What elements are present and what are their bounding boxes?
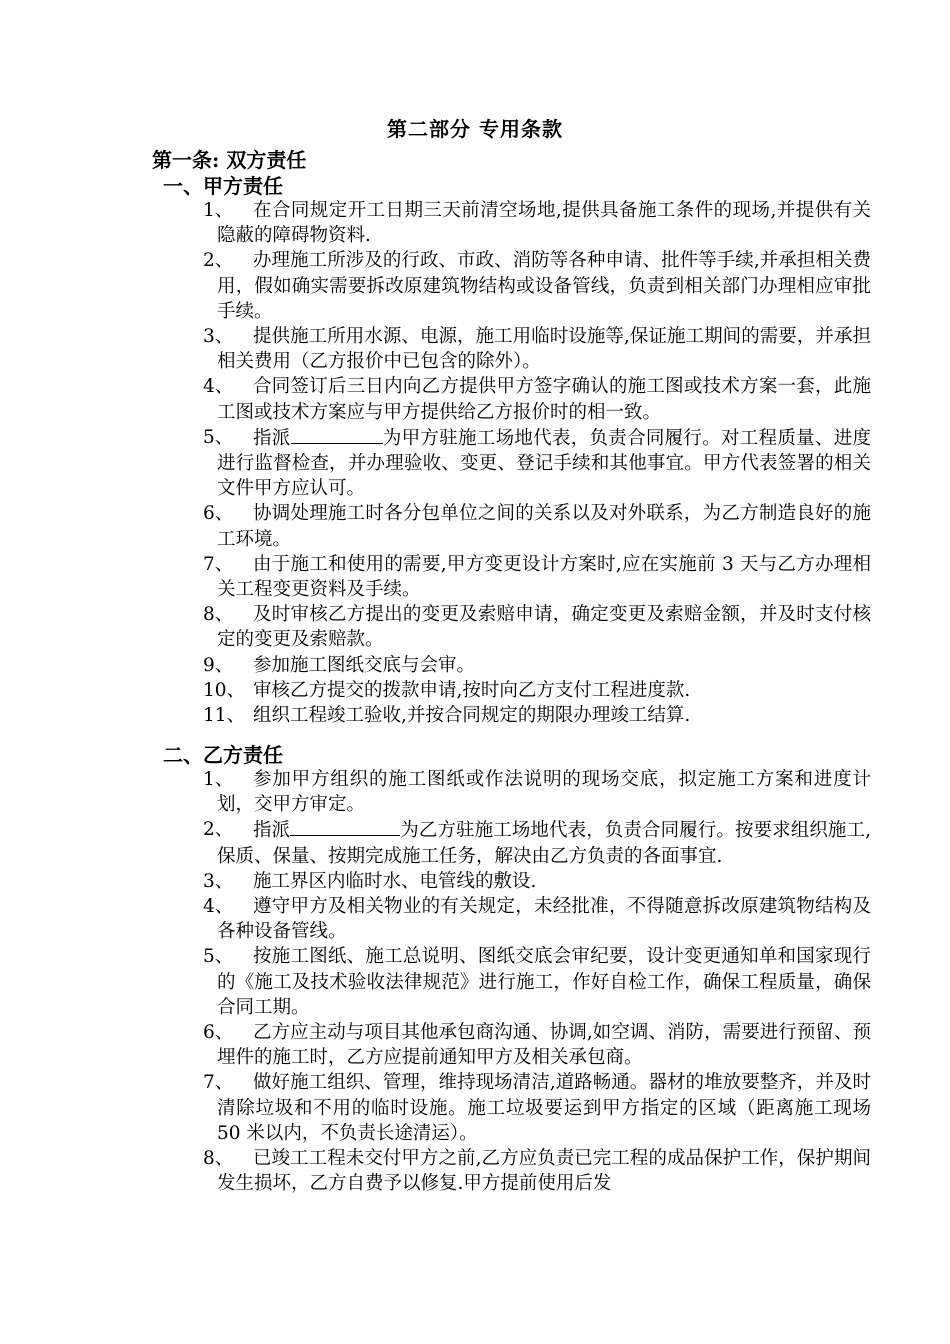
list-item <box>203 552 871 602</box>
item-text: 组织工程竣工验收,并按合同规定的期限办理竣工结算. <box>253 705 691 727</box>
item-text: 在合同规定开工日期三天前清空场地,提供具备施工条件的现场,并提供有关隐蔽的障碍物资料. <box>217 200 871 247</box>
item-number: 2、 <box>203 819 234 841</box>
item-number: 1、 <box>203 769 234 790</box>
list-item <box>203 1146 871 1196</box>
item-text-post: 为甲方驻施工场地代表，负责合同履行。对工程质量、进度进行监督检查，并办理验收、变更、登记手续和其他事宜。甲方代表签署的相关文件甲方应认可。 <box>217 427 871 500</box>
item-text <box>203 817 871 868</box>
list-item <box>203 944 871 1020</box>
item-number: 11、 <box>203 705 246 727</box>
item-text-post: 为乙方驻施工场地代表，负责合同履行。按要求组织施工,保质、保量、按期完成施工任务，解决由乙方负责的各面事宜. <box>217 820 871 867</box>
item-number: 3、 <box>203 870 234 892</box>
representative-blank[interactable] <box>290 817 400 836</box>
item-number: 1、 <box>203 200 234 221</box>
item-text: 由于施工和使用的需要,甲方变更设计方案时,应在实施前 3 天与乙方办理相关工程变更资料及手续。 <box>217 553 871 601</box>
item-text: 参加甲方组织的施工图纸或作法说明的现场交底，拟定施工方案和进度计划，交甲方审定。 <box>217 769 871 816</box>
list-item <box>203 869 871 894</box>
representative-blank[interactable] <box>291 425 383 444</box>
list-item <box>203 324 871 374</box>
item-text-pre: 指派 <box>253 427 291 449</box>
item-number: 5、 <box>203 426 234 448</box>
item-text: 提供施工所用水源、电源，施工用临时设施等,保证施工期间的需要，并承担相关费用（乙方报价中已包含的除外）。 <box>217 326 871 373</box>
item-number: 5、 <box>203 946 234 968</box>
item-number: 7、 <box>203 553 234 575</box>
item-text-pre: 指派 <box>253 820 291 842</box>
party-a-list <box>203 198 871 728</box>
list-item <box>203 894 871 944</box>
item-text: 按施工图纸、施工总说明、图纸交底会审纪要，设计变更通知单和国家现行的《施工及技术验收法律规范》进行施工，作好自检工作，确保工程质量，确保合同工期。 <box>217 946 871 1018</box>
item-number: 8、 <box>203 604 234 626</box>
item-text: 参加施工图纸交底与会审。 <box>253 654 476 676</box>
section-heading-party-a: 一、甲方责任 <box>163 174 283 198</box>
item-number: 9、 <box>203 654 234 676</box>
item-number: 6、 <box>203 1022 234 1044</box>
item-text: 遵守甲方及相关物业的有关规定，未经批准，不得随意拆改原建筑物结构及各种设备管线。 <box>217 896 871 943</box>
item-number: 8、 <box>203 1148 234 1170</box>
item-text <box>203 425 871 502</box>
item-text: 施工界区内临时水、电管线的敷设. <box>253 870 537 892</box>
item-text: 办理施工所涉及的行政、市政、消防等各种申请、批件等手续,并承担相关费用，假如确实需要拆改原建筑物结构或设备管线，负责到相关部门办理相应审批手续。 <box>217 250 871 322</box>
item-number: 3、 <box>203 326 234 348</box>
item-number: 6、 <box>203 503 234 525</box>
item-text: 审核乙方提交的拨款申请,按时向乙方支付工程进度款. <box>253 679 691 701</box>
list-item <box>203 1070 871 1146</box>
item-text: 已竣工工程未交付甲方之前,乙方应负责已完工程的成品保护工作，保护期间发生损坏，乙方自费予以修复.甲方提前使用后发 <box>217 1148 871 1195</box>
list-item <box>203 198 871 248</box>
item-text: 协调处理施工时各分包单位之间的关系以及对外联系，为乙方制造良好的施工环境。 <box>217 503 871 550</box>
list-item <box>203 653 871 678</box>
item-number: 4、 <box>203 896 234 918</box>
list-item <box>203 1020 871 1070</box>
item-text: 合同签订后三日内向乙方提供甲方签字确认的施工图或技术方案一套，此施工图或技术方案应与甲方提供给乙方报价时的相一致。 <box>217 376 871 423</box>
item-text: 乙方应主动与项目其他承包商沟通、协调,如空调、消防，需要进行预留、预埋件的施工时，乙方应提前通知甲方及相关承包商。 <box>217 1022 871 1069</box>
party-b-list <box>203 767 871 1196</box>
item-number: 2、 <box>203 250 234 272</box>
article-heading: 第一条: 双方责任 <box>152 148 307 172</box>
list-item <box>203 602 871 652</box>
item-number: 7、 <box>203 1072 234 1094</box>
list-item <box>203 703 871 728</box>
list-item <box>203 425 871 502</box>
list-item <box>203 817 871 868</box>
list-item <box>203 248 871 324</box>
item-number: 10、 <box>203 679 246 701</box>
list-item <box>203 374 871 424</box>
list-item <box>203 501 871 551</box>
page-title: 第二部分 专用条款 <box>387 117 563 141</box>
item-number: 4、 <box>203 376 234 398</box>
list-item <box>203 767 871 817</box>
list-item <box>203 678 871 703</box>
item-text: 及时审核乙方提出的变更及索赔申请，确定变更及索赔金额，并及时支付核定的变更及索赔款。 <box>217 604 871 651</box>
item-text: 做好施工组织、管理，维持现场清洁,道路畅通。器材的堆放要整齐，并及时清除垃圾和不用的临时设施。施工垃圾要运到甲方指定的区域（距离施工现场 50 米以内，不负责长途清运）。 <box>217 1072 871 1144</box>
section-heading-party-b: 二、乙方责任 <box>163 743 283 767</box>
